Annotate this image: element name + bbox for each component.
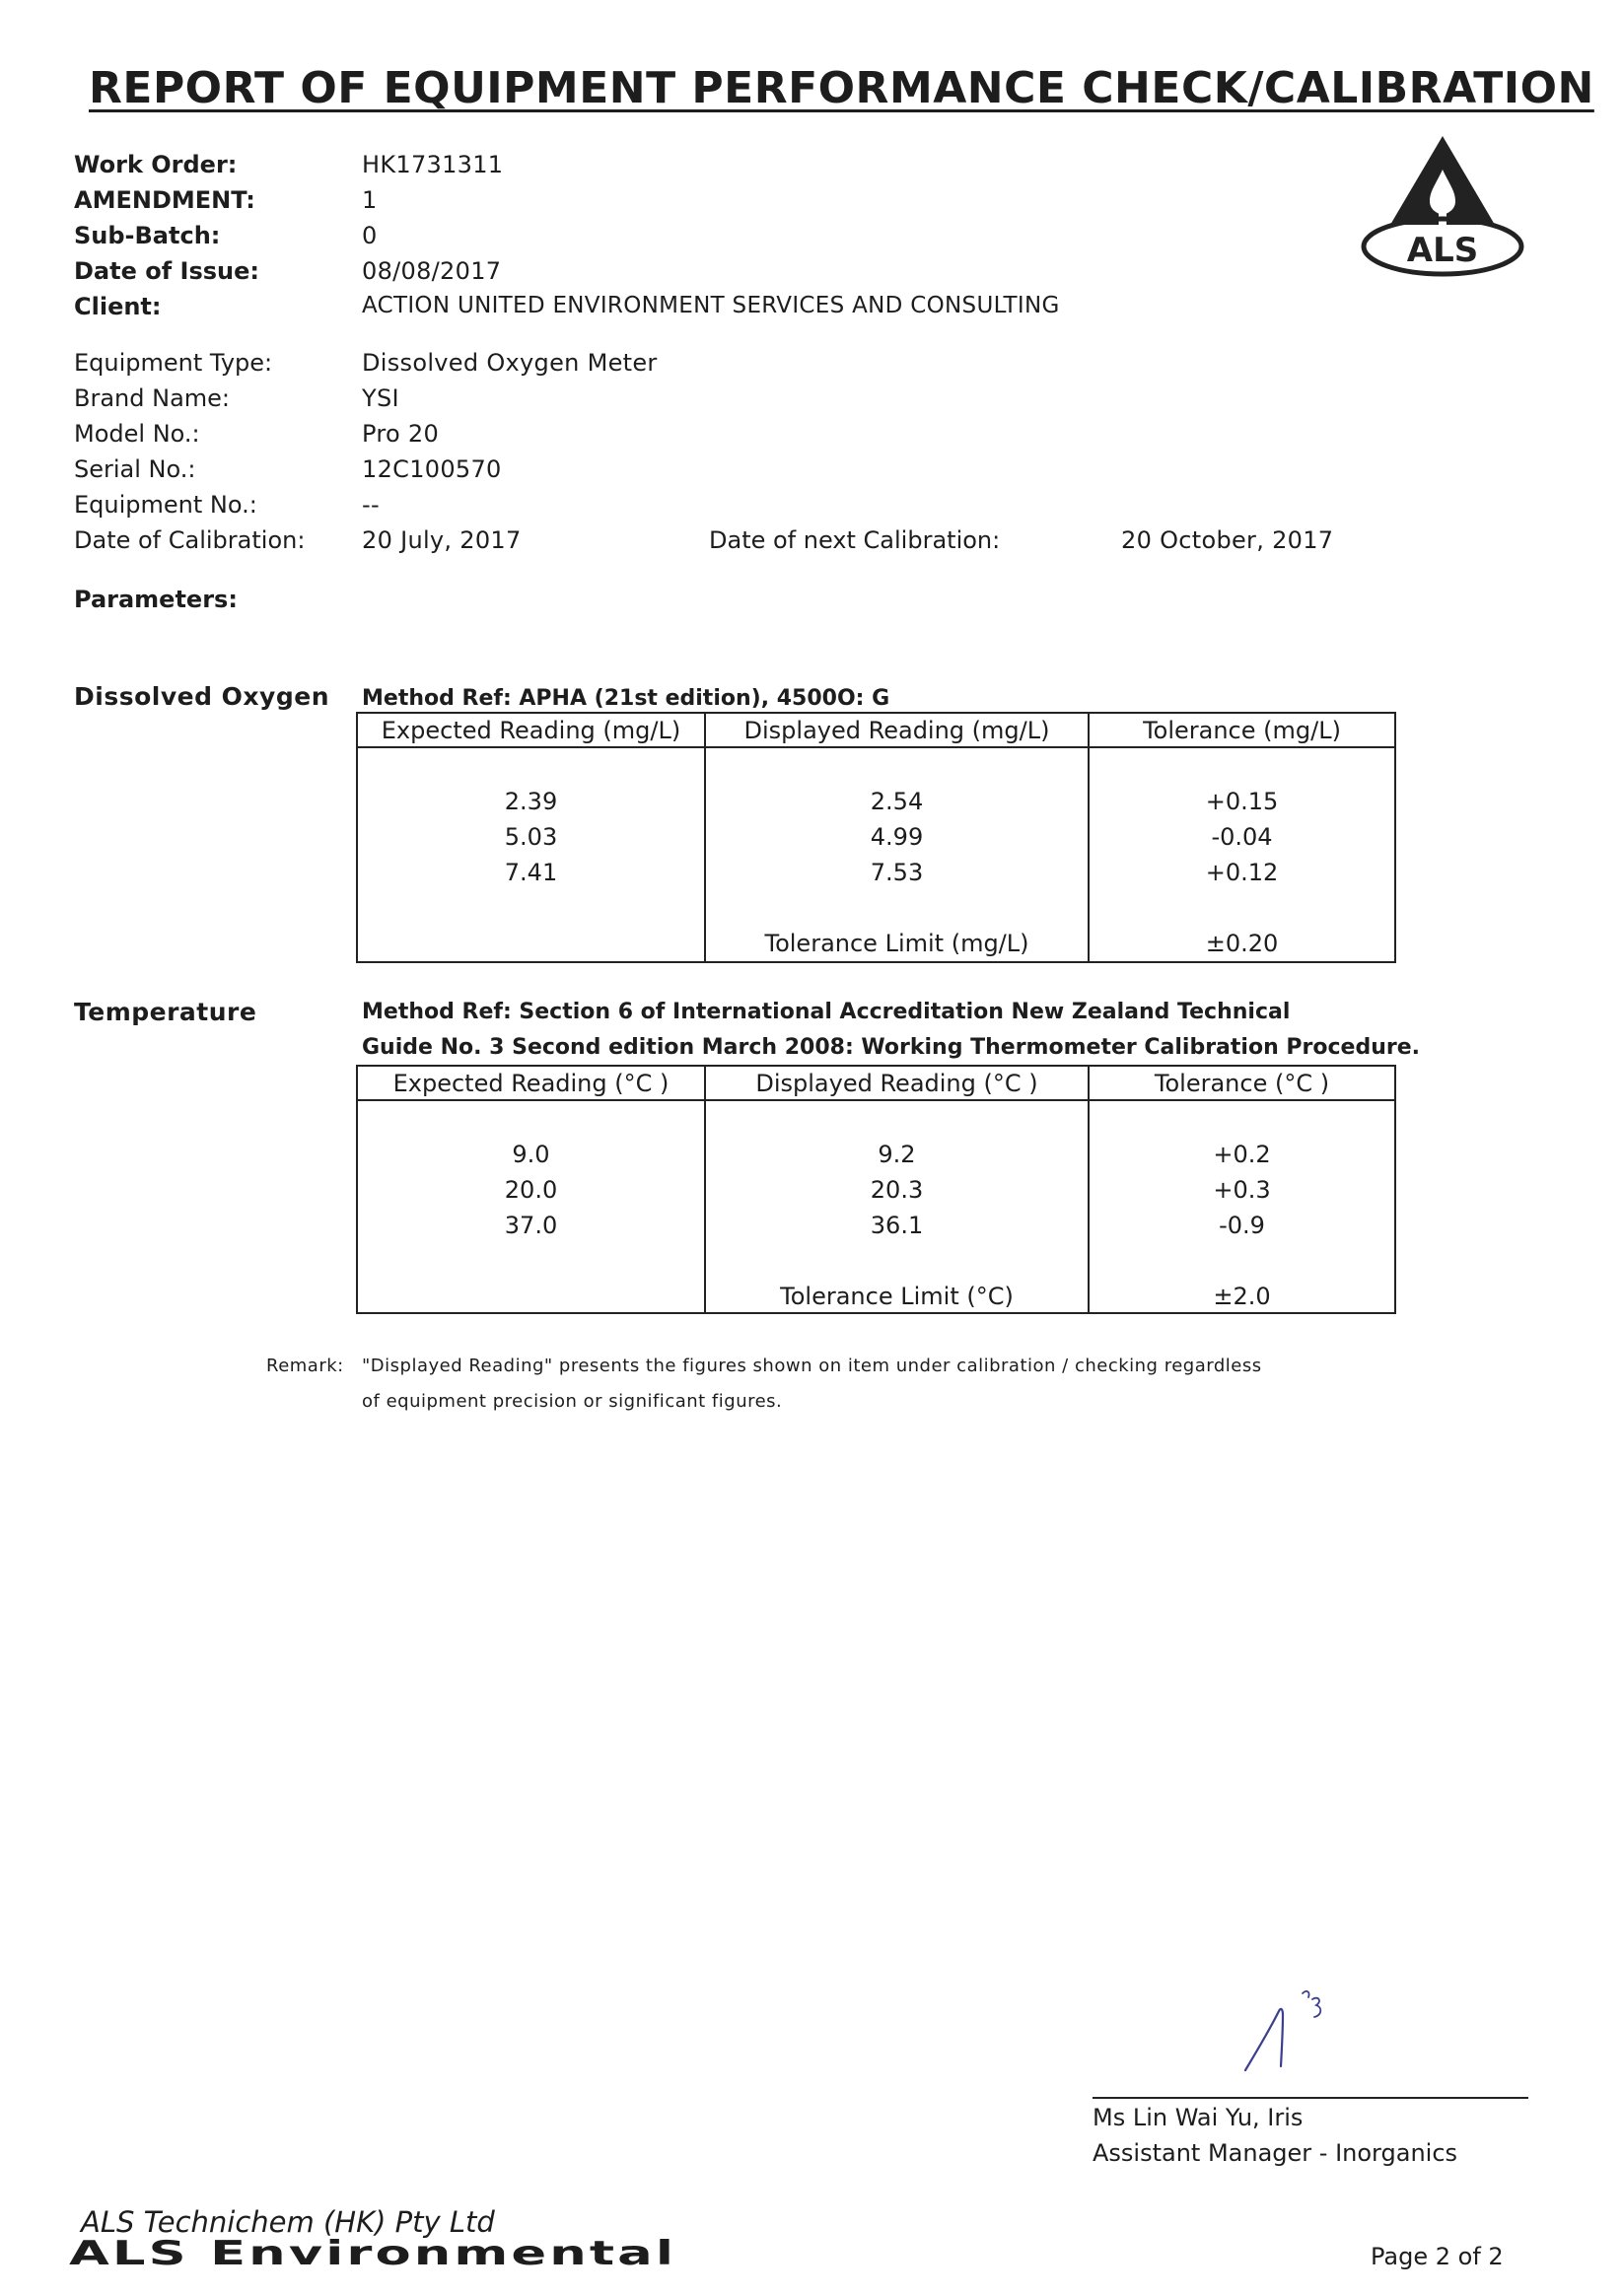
do-expected-value: 7.41 — [504, 859, 558, 886]
temp-displayed-value: 20.3 — [870, 1176, 924, 1204]
do-table — [356, 712, 1396, 963]
temp-table — [356, 1065, 1396, 1314]
client-value: ACTION UNITED ENVIRONMENT SERVICES AND CONSULTING — [362, 293, 1060, 318]
do-header-tolerance: Tolerance (mg/L) — [1089, 713, 1395, 747]
temp-displayed-value: 9.2 — [878, 1141, 916, 1168]
temp-expected-value: 9.0 — [512, 1141, 550, 1168]
equipment-type-label: Equipment Type: — [74, 349, 273, 377]
date-of-issue-label: Date of Issue: — [74, 257, 259, 285]
parameters-label: Parameters: — [74, 586, 238, 613]
do-tolerance-value: +0.15 — [1205, 788, 1279, 815]
equipment-no-value: -- — [362, 491, 380, 519]
model-no-value: Pro 20 — [362, 420, 440, 448]
temp-tolerance-value: -0.9 — [1219, 1212, 1265, 1239]
work-order-label: Work Order: — [74, 151, 238, 178]
temp-header-displayed: Displayed Reading (°C ) — [705, 1066, 1089, 1100]
temp-displayed-value: 36.1 — [870, 1212, 924, 1239]
amendment-label: AMENDMENT: — [74, 186, 255, 214]
temp-tolerance-column — [1089, 1100, 1395, 1313]
sub-batch-label: Sub-Batch: — [74, 222, 221, 249]
temp-header-tolerance: Tolerance (°C ) — [1089, 1066, 1395, 1100]
remark-line1: "Displayed Reading" presents the figures shown on item under calibration / checking regardless — [362, 1356, 1262, 1376]
temp-header-expected: Expected Reading (°C ) — [357, 1066, 705, 1100]
page-number: Page 2 of 2 — [1371, 2243, 1504, 2270]
signatory-name: Ms Lin Wai Yu, Iris — [1093, 2104, 1304, 2131]
temp-method-ref-line1: Method Ref: Section 6 of International Accreditation New Zealand Technical — [362, 1000, 1291, 1024]
footer-brand-logo: ALS Environmental — [69, 2234, 677, 2273]
do-expected-column — [357, 747, 705, 962]
temp-displayed-column — [705, 1100, 1089, 1313]
logo-text: ALS — [1406, 231, 1479, 270]
date-of-calibration-value: 20 July, 2017 — [362, 526, 522, 554]
serial-no-value: 12C100570 — [362, 455, 502, 483]
report-title: REPORT OF EQUIPMENT PERFORMANCE CHECK/CALIBRATION — [89, 63, 1594, 113]
handwritten-signature — [1237, 1972, 1385, 2080]
temp-section-title: Temperature — [74, 998, 257, 1026]
temp-method-ref-line2: Guide No. 3 Second edition March 2008: Working Thermometer Calibration Procedure. — [362, 1035, 1420, 1060]
client-label: Client: — [74, 293, 162, 320]
do-section-title: Dissolved Oxygen — [74, 682, 330, 711]
next-calibration-value: 20 October, 2017 — [1121, 526, 1334, 554]
temp-expected-column — [357, 1100, 705, 1313]
remark-label: Remark: — [266, 1356, 344, 1376]
signature-line — [1093, 2097, 1528, 2099]
serial-no-label: Serial No.: — [74, 455, 196, 483]
equipment-type-value: Dissolved Oxygen Meter — [362, 349, 658, 377]
do-method-ref: Method Ref: APHA (21st edition), 4500O: G — [362, 686, 890, 711]
do-displayed-value: 7.53 — [870, 859, 924, 886]
do-limit-label: Tolerance Limit (mg/L) — [764, 930, 1029, 957]
do-expected-value: 5.03 — [504, 823, 558, 851]
amendment-value: 1 — [362, 186, 378, 214]
do-displayed-column — [705, 747, 1089, 962]
als-logo — [1359, 130, 1526, 278]
remark-line2: of equipment precision or significant figures. — [362, 1391, 783, 1412]
work-order-value: HK1731311 — [362, 151, 504, 178]
temp-tolerance-value: +0.2 — [1213, 1141, 1271, 1168]
next-calibration-label: Date of next Calibration: — [709, 526, 1001, 554]
do-header-expected: Expected Reading (mg/L) — [357, 713, 705, 747]
model-no-label: Model No.: — [74, 420, 200, 448]
temp-tolerance-value: +0.3 — [1213, 1176, 1271, 1204]
temp-expected-value: 37.0 — [504, 1212, 558, 1239]
signatory-title: Assistant Manager - Inorganics — [1093, 2139, 1458, 2167]
date-of-issue-value: 08/08/2017 — [362, 257, 502, 285]
do-limit-value: ±0.20 — [1205, 930, 1279, 957]
temp-expected-value: 20.0 — [504, 1176, 558, 1204]
date-of-calibration-label: Date of Calibration: — [74, 526, 306, 554]
brand-name-label: Brand Name: — [74, 384, 231, 412]
do-displayed-value: 4.99 — [870, 823, 924, 851]
do-displayed-value: 2.54 — [870, 788, 924, 815]
temp-limit-label: Tolerance Limit (°C) — [780, 1283, 1014, 1310]
footer-company: ALS Technichem (HK) Pty Ltd — [81, 2205, 495, 2239]
sub-batch-value: 0 — [362, 222, 378, 249]
brand-name-value: YSI — [362, 384, 399, 412]
do-tolerance-value: +0.12 — [1205, 859, 1279, 886]
do-tolerance-value: -0.04 — [1211, 823, 1273, 851]
do-tolerance-column — [1089, 747, 1395, 962]
do-header-displayed: Displayed Reading (mg/L) — [705, 713, 1089, 747]
equipment-no-label: Equipment No.: — [74, 491, 257, 519]
temp-limit-value: ±2.0 — [1213, 1283, 1271, 1310]
do-expected-value: 2.39 — [504, 788, 558, 815]
